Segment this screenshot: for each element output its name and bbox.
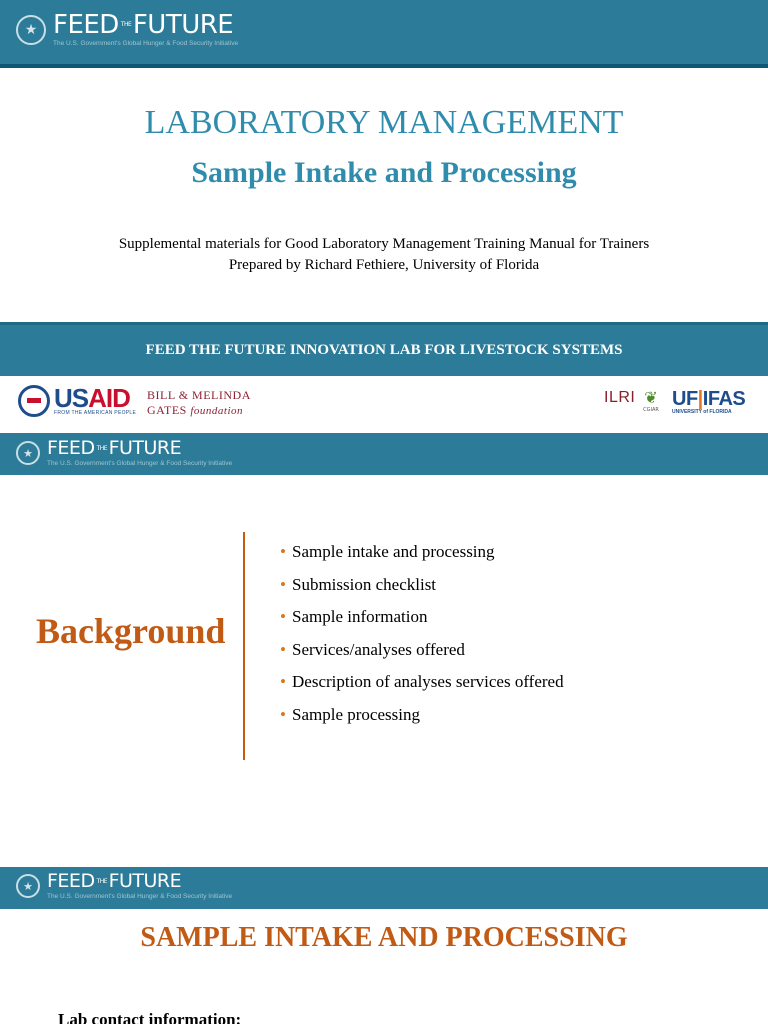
wordmark-future: FUTURE bbox=[108, 437, 182, 459]
gates-line1: BILL & MELINDA bbox=[147, 388, 251, 402]
uf-separator: | bbox=[697, 388, 703, 410]
usaid-seal-icon bbox=[18, 385, 50, 417]
wordmark-future: FUTURE bbox=[108, 870, 182, 892]
prepared-by-text: Prepared by Richard Fethiere, University of Florida bbox=[228, 257, 540, 273]
list-item bbox=[280, 607, 564, 640]
bullet-text: Sample intake and processing bbox=[292, 542, 495, 561]
vertical-divider bbox=[243, 532, 245, 760]
ifas-text: IFAS bbox=[702, 388, 746, 410]
slide3-banner bbox=[0, 867, 768, 909]
wordmark-feed: FEED bbox=[47, 437, 95, 459]
sample-intake-title: SAMPLE INTAKE AND PROCESSING bbox=[140, 922, 628, 953]
wordmark-feed: FEED bbox=[47, 870, 95, 892]
bullet-icon: • bbox=[280, 607, 286, 626]
uf-ifas-logo bbox=[672, 389, 745, 415]
usaid-logo bbox=[18, 385, 136, 417]
list-item bbox=[280, 575, 564, 608]
wordmark-future: FUTURE bbox=[132, 10, 234, 40]
ilri-logo: ILRI bbox=[604, 389, 636, 406]
innovation-lab-bar bbox=[0, 322, 768, 376]
lab-contact-label: Lab contact information: bbox=[58, 1010, 242, 1024]
bullet-text: Sample processing bbox=[292, 704, 420, 724]
wordmark-the: THE bbox=[120, 21, 132, 28]
feed-the-future-logo bbox=[16, 12, 238, 47]
bullet-icon: • bbox=[280, 672, 286, 691]
usaid-us: US bbox=[54, 383, 89, 413]
innovation-lab-label: FEED THE FUTURE INNOVATION LAB FOR LIVESTOCK SYSTEMS bbox=[145, 342, 623, 358]
logo-tagline: The U.S. Government's Global Hunger & Food Security Initiative bbox=[47, 893, 233, 900]
list-item bbox=[280, 672, 564, 705]
cgiar-logo bbox=[641, 389, 661, 413]
feed-the-future-logo bbox=[16, 439, 232, 467]
bullet-icon: • bbox=[280, 704, 286, 724]
list-item bbox=[280, 640, 564, 673]
banner-underline bbox=[0, 64, 768, 68]
partner-logos bbox=[0, 379, 768, 431]
background-bullet-list bbox=[280, 542, 564, 737]
cgiar-label: CGIAR bbox=[643, 407, 659, 413]
uf-text: UF bbox=[672, 388, 698, 410]
feed-the-future-logo bbox=[16, 872, 232, 900]
list-item bbox=[280, 705, 564, 738]
us-seal-icon: ★ bbox=[16, 15, 46, 45]
usaid-aid: AID bbox=[88, 383, 130, 413]
bullet-icon: • bbox=[280, 542, 286, 561]
gates-line2: GATES bbox=[147, 403, 187, 417]
list-item bbox=[280, 542, 564, 575]
bullet-text: Description of analyses services offered bbox=[292, 672, 564, 691]
leaf-icon: ❦ bbox=[644, 388, 658, 407]
usaid-tagline: FROM THE AMERICAN PEOPLE bbox=[54, 410, 137, 416]
wordmark-feed: FEED bbox=[53, 10, 119, 40]
us-seal-icon: ★ bbox=[16, 441, 40, 465]
bullet-text: Submission checklist bbox=[292, 574, 437, 594]
slide-title: LABORATORY MANAGEMENT bbox=[144, 104, 624, 141]
wordmark-the: THE bbox=[96, 877, 108, 885]
bullet-text: Services/analyses offered bbox=[292, 639, 465, 659]
slide2-banner bbox=[0, 433, 768, 475]
us-seal-icon: ★ bbox=[16, 874, 40, 898]
gates-foundation-logo bbox=[147, 388, 251, 418]
gates-foundation-word: foundation bbox=[190, 405, 244, 417]
logo-tagline: The U.S. Government's Global Hunger & Food Security Initiative bbox=[53, 40, 239, 47]
top-banner bbox=[0, 0, 768, 68]
slide-subtitle: Sample Intake and Processing bbox=[191, 156, 577, 189]
bullet-icon: • bbox=[280, 639, 286, 659]
background-heading: Background bbox=[36, 611, 226, 651]
uf-subtitle: UNIVERSITY of FLORIDA bbox=[672, 409, 732, 415]
supplemental-text: Supplemental materials for Good Laboratory Management Training Manual for Trainers bbox=[118, 236, 650, 252]
bullet-text: Sample information bbox=[292, 607, 428, 626]
logo-tagline: The U.S. Government's Global Hunger & Food Security Initiative bbox=[47, 460, 233, 467]
wordmark-the: THE bbox=[96, 444, 108, 452]
bullet-icon: • bbox=[280, 574, 286, 594]
